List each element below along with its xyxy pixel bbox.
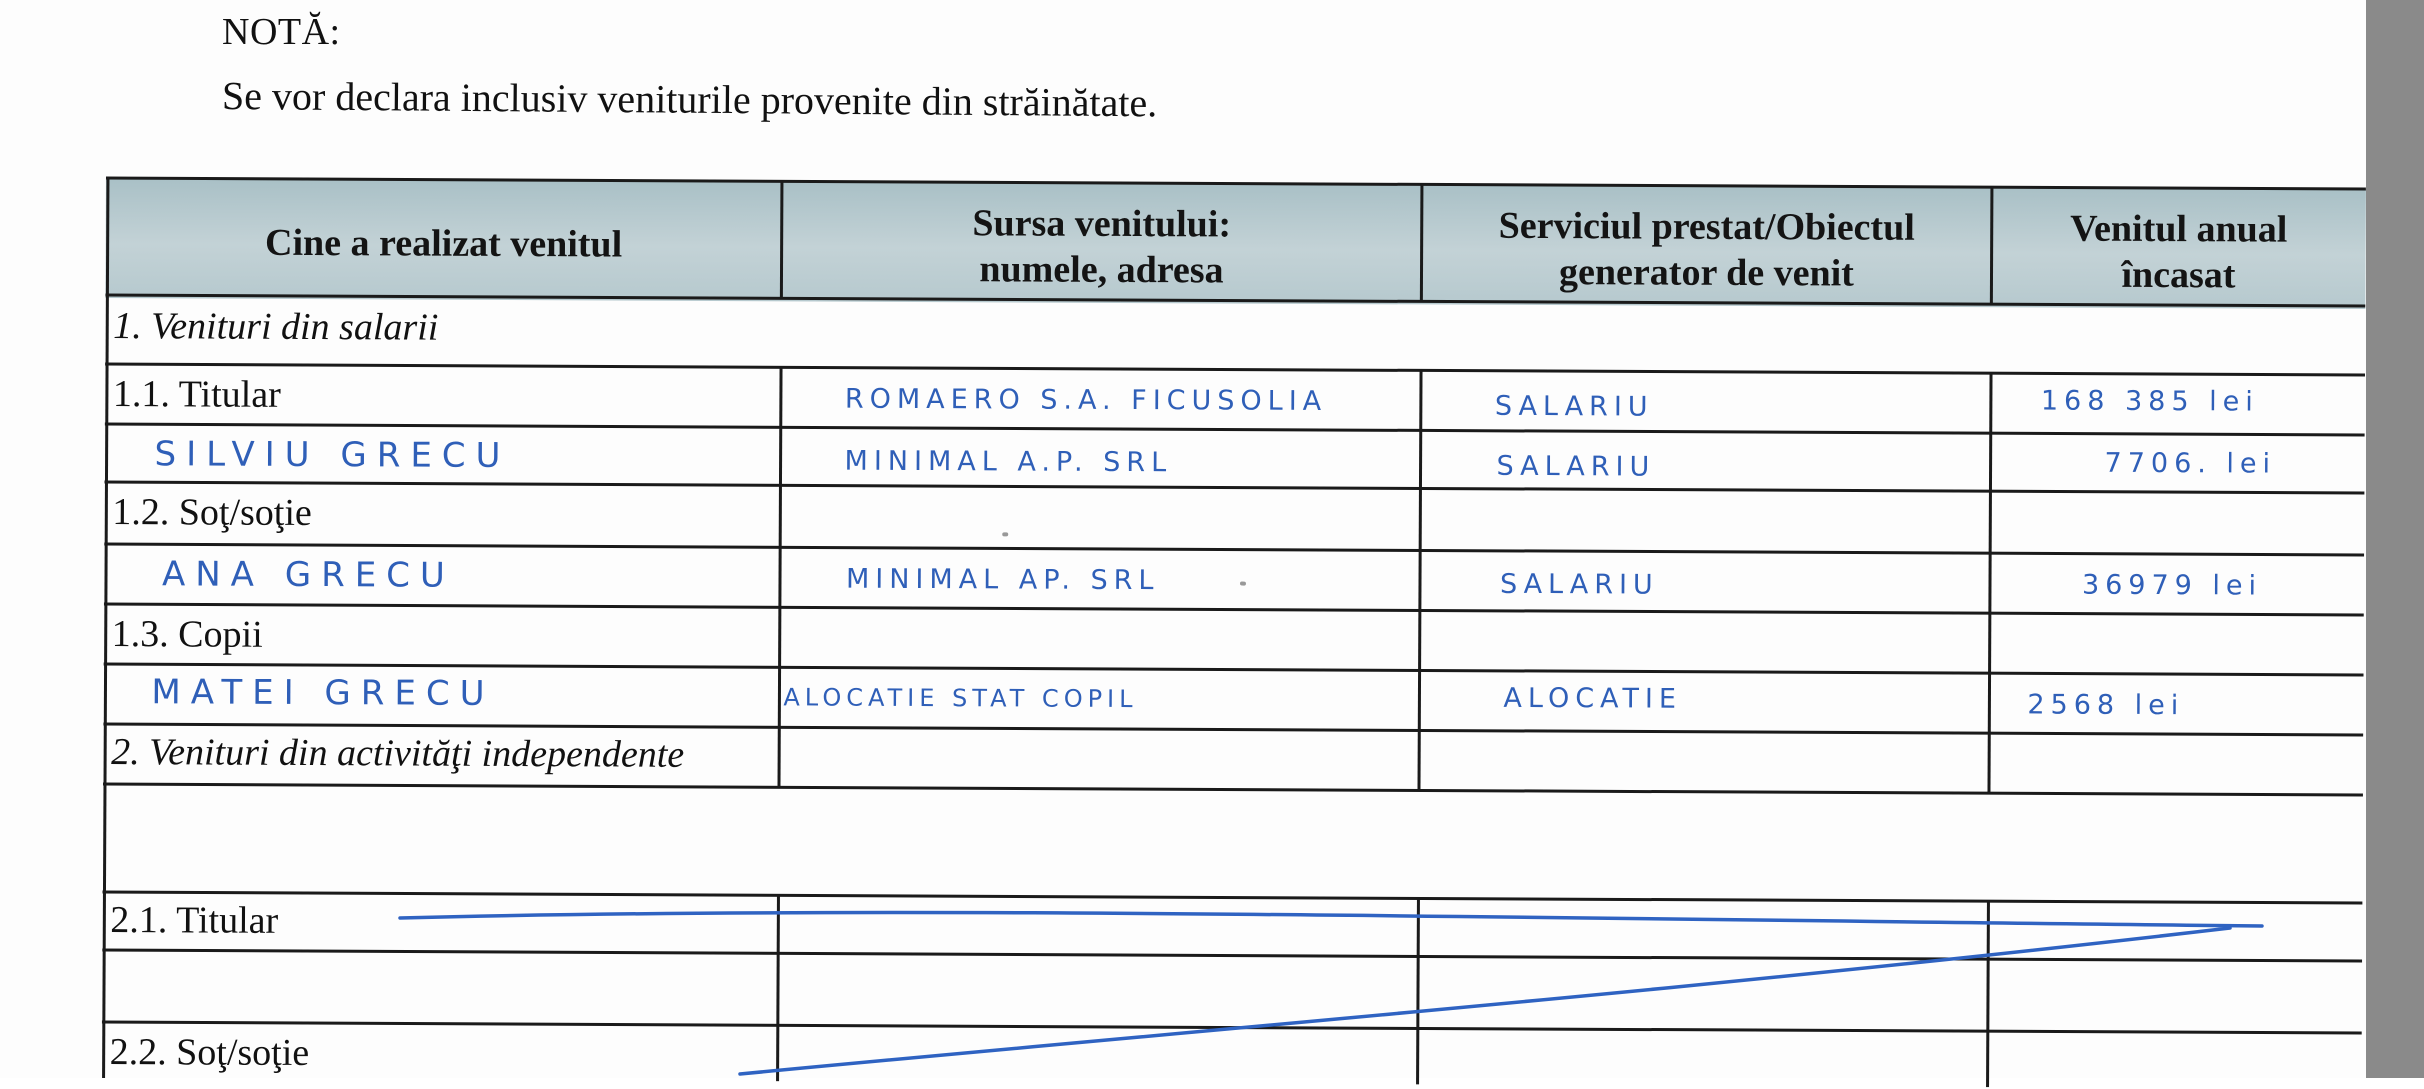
hw-service: SALARIU: [1496, 450, 1656, 483]
hw-name: MATEI GRECU: [151, 672, 495, 714]
scanner-edge: [2366, 0, 2424, 1078]
hw-income: 2568 lei: [2027, 689, 2185, 722]
hw-income: 7706. lei: [2104, 447, 2277, 480]
row-label-titular: 1.1. Titular: [112, 373, 281, 416]
row-label-copii: 1.3. Copii: [111, 613, 263, 656]
header-cine-a-realizat: Cine a realizat venitul: [264, 221, 623, 266]
section-title-salarii: 1. Venituri din salarii: [113, 305, 439, 349]
hw-source: ROMAERO S.A. FICUSOLIA: [844, 383, 1328, 417]
hw-source: MINIMAL A.P. SRL: [844, 445, 1173, 479]
row-label-sot-sotie: 2.2. Soţ/soţie: [109, 1031, 310, 1075]
header-serviciul-prestat: Serviciul prestat/Obiectul generator de venit: [1498, 204, 1915, 295]
hw-name: SILVIU GRECU: [154, 434, 511, 476]
row-label-titular: 2.1. Titular: [110, 899, 279, 942]
hw-source: ALOCATIE STAT COPIL: [783, 683, 1138, 714]
hw-service: ALOCATIE: [1503, 682, 1683, 715]
hw-service: SALARIU: [1499, 568, 1659, 601]
note-text: Se vor declara inclusiv veniturile provenite din străinătate.: [221, 73, 1158, 126]
hw-income: 36979 lei: [2081, 569, 2263, 602]
hw-income: 168 385 lei: [2040, 385, 2259, 418]
hw-source: MINIMAL AP. SRL: [845, 563, 1160, 597]
header-sursa-venitului: Sursa venitului: numele, adresa: [972, 202, 1232, 292]
hw-service: SALARIU: [1494, 390, 1654, 423]
note-title: NOTĂ:: [222, 11, 341, 53]
section-title-activitati-independente: 2. Venituri din activităţi independente: [111, 731, 685, 776]
row-label-sot-sotie: 1.2. Soţ/soţie: [112, 491, 312, 535]
hw-name: ANA GRECU: [161, 554, 455, 596]
header-venitul-anual: Venitul anual încasat: [2070, 207, 2288, 297]
